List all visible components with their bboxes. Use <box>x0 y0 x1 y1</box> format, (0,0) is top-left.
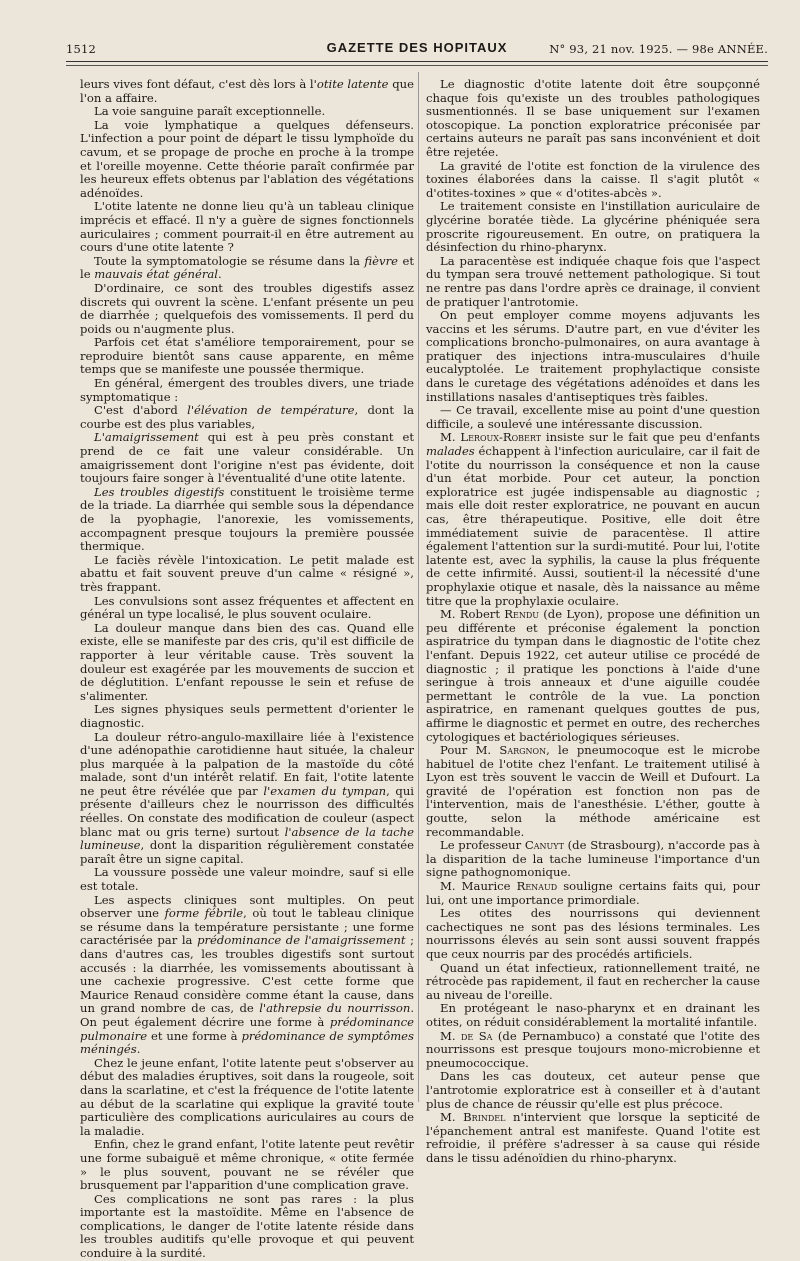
right-column <box>426 78 760 1166</box>
column-divider <box>418 72 419 1102</box>
paragraph: Pour M. Sargnon, le pneumocoque est le microbe habituel de l'otite chez l'enfant. Le traitement utilisé à Lyon est très souvent le vaccin de Weill et Dufourt. La gravité de l'opération est fonction non pas de l'intervention, mais de l'anesthésie. L'éther, goutte à goutte, selon la méthode américaine est recommandable. <box>426 743 761 839</box>
paragraph: La paracentèse est indiquée chaque fois que l'aspect du tympan sera trouvé nettement pathologique. Si tout ne rentre pas dans l'ordre après ce drainage, il convient de pratiquer l'antrotomie. <box>426 253 760 309</box>
paragraph: Chez le jeune enfant, l'otite latente peut s'observer au début des maladies éruptives, soit dans la rougeole, soit dans la scarlatine, et c'est la fréquence de l'otite latente au début de la scarlatine qui explique la gravité toute particulière des complications auriculaires au cours de la maladie. <box>80 1055 414 1138</box>
paragraph: M. Robert Rendu (de Lyon), propose une définition un peu différente et préconise également la ponction aspiratrice du tympan dans le diagnostic de l'otite chez l'enfant. Depuis 1922, cet auteur utilise ce procédé de diagnostic ; il pratique les ponctions à l'aide d'une seringue à trois anneaux et d'une aiguille coudée permettant le contrôle de la vue. La ponction aspiratrice, en ramenant quelques gouttes de pus, affirme le diagnostic et permet en outre, des recherches cytologiques et bactériologiques sérieuses. <box>426 607 760 744</box>
paragraph: Dans les cas douteux, cet auteur pense que l'antrotomie exploratrice est à conseiller et à d'autant plus de chance de réussir qu'elle est plus précoce. <box>426 1069 760 1111</box>
paragraph: Enfin, chez le grand enfant, l'otite latente peut revêtir une forme subaiguë et même chronique, « otite fermée » le plus souvent, pouvant ne se révéler que brusquement par l'apparition d'une complication grave. <box>80 1137 414 1193</box>
paragraph: Les convulsions sont assez fréquentes et affectent en général un type localisé, le plus souvent oculaire. <box>80 593 414 622</box>
paragraph: Ces complications ne sont pas rares : la plus importante est la mastoïdite. Même en l'absence de complications, le danger de l'otite latente réside dans les troubles auditifs qu'elle provoque et qui peuvent conduire à la surdité. <box>80 1191 414 1261</box>
paragraph: Toute la symptomatologie se résume dans la fièvre et le mauvais état général. <box>80 253 414 282</box>
paragraph: M. Brindel n'intervient que lorsque la septicité de l'épanchement antral est manifeste. Quand l'otite est refroidie, il préfère s'adresser à sa cause qui réside dans le tissu adénoïdien du rhino-pharynx. <box>426 1110 760 1165</box>
paragraph: La voie sanguine paraît exceptionnelle. <box>94 104 326 119</box>
paragraph: Les aspects cliniques sont multiples. On peut observer une forme fébrile, où tout le tableau clinique se résume dans la température persistante ; une forme caractérisée par la prédominance de l'amaigrissement ; dans d'autres cas, les troubles digestifs sont surtout accusés : la diarrhée, les vomissements aboutissant à une cachexie progressive. C'est cette forme que Maurice Renaud considère comme étant la cause, dans un grand nombre de cas, de l'athrepsie du nourrisson. On peut également décrire une forme à prédominance pulmonaire et une forme à prédominance de symptômes méningés. <box>80 892 415 1057</box>
paragraph: Les otites des nourrissons qui deviennent cachectiques ne sont pas des lésions terminales. Les nourrissons élevés au sein sont aussi souvent frappés que ceux nourris par des procédés artificiels. <box>426 906 760 961</box>
issue-info: N° 93, 21 nov. 1925. — 98e ANNÉE. <box>549 42 768 56</box>
page-number: 1512 <box>66 42 97 56</box>
paragraph: Le traitement consiste en l'instillation auriculaire de glycérine boratée tiède. La glycérine phéniquée sera proscrite rigoureusement. En outre, on pratiquera la désinfection du rhino-pharynx. <box>426 199 760 255</box>
paragraph: L'otite latente ne donne lieu qu'à un tableau clinique imprécis et effacé. Il n'y a guère de signes fonctionnels auriculaires ; comment pourrait-il en être autrement au cours d'une otite latente ? <box>80 199 414 255</box>
paragraph: Le faciès révèle l'intoxication. Le petit malade est abattu et fait souvent preuve d'un calme « résigné », très frappant. <box>80 552 414 594</box>
paragraph: C'est d'abord l'élévation de température, dont la courbe est des plus variables, <box>80 403 414 431</box>
header-rule <box>66 61 768 62</box>
paragraph: Le professeur Canuyt (de Strasbourg), n'accorde pas à la disparition de la tache lumineuse l'importance d'un signe pathognomonique. <box>426 838 760 880</box>
paragraph: La gravité de l'otite est fonction de la virulence des toxines élaborées dans la caisse. Il s'agit plutôt « d'otites-toxines » que « d'otites-abcès ». <box>426 158 760 200</box>
paragraph: En général, émergent des troubles divers, une triade symptomatique : <box>80 376 414 404</box>
paragraph: M. Leroux-Robert insiste sur le fait que peu d'enfants malades échappent à l'infection auriculaire, car il fait de l'otite du nourrisson la conséquence et non la cause d'un état morbide. Pour cet auteur, la ponction exploratrice est jugée indispensable au diagnostic ; mais elle doit rester exploratrice, ne pouvant en aucun cas, être thérapeutique. Positive, elle doit être immédiatement suivie de paracentèse. Il attire également l'attention sur la surdi-mutité. Pour lui, l'otite latente est, avec la syphilis, la cause la plus fréquente de cette infirmité. Aussi, soutient-il la nécessité d'une prophylaxie otique et nasale, dès la naissance au même titre que la prophylaxie oculaire. <box>426 430 760 608</box>
paragraph: On peut employer comme moyens adjuvants les vaccins et les sérums. D'autre part, en vue d'éviter les complications broncho-pulmonaires, on aura avantage à pratiquer des injections intra-musculaires d'huile eucalyptolée. Le traitement prophylactique consiste dans le curetage des végétations adénoïdes et dans les instillations nasales d'antiseptiques très faibles. <box>426 308 760 404</box>
journal-title: GAZETTE DES HOPITAUX <box>326 40 508 55</box>
paragraph: La voie lymphatique a quelques défenseurs. L'infection a pour point de départ le tissu lymphoïde du cavum, et se propage de proche en proche à la trompe et l'oreille moyenne. Cette théorie paraît confirmée par les heureux effets obtenus par l'ablation des végétations adénoïdes. <box>80 117 414 200</box>
paragraph: Quand un état infectieux, rationnellement traité, ne rétrocède pas rapidement, il faut en rechercher la cause au niveau de l'oreille. <box>426 960 760 1002</box>
paragraph: La douleur manque dans bien des cas. Quand elle existe, elle se manifeste par des cris, qu'il est difficile de rapporter à leur véritable cause. Très souvent la douleur est exagérée par les mouvements de succion et de déglutition. L'enfant repousse le sein et refuse de s'alimenter. <box>80 620 414 703</box>
page-header <box>66 40 768 60</box>
paragraph: leurs vives font défaut, c'est dès lors à l'otite latente que l'on a affaire. <box>80 77 414 105</box>
paragraph: La douleur rétro-angulo-maxillaire liée à l'existence d'une adénopathie carotidienne haut située, la chaleur plus marquée à la palpation de la mastoïde du côté malade, sont d'un intérêt relatif. En fait, l'otite latente ne peut être révélée que par l'examen du tympan, qui présente d'ailleurs chez le nourrisson des difficultés réelles. On constate des modification de couleur (aspect blanc mat ou gris terne) surtout l'absence de la tache lumineuse, dont la disparition régulièrement constatée paraît être un signe capital. <box>80 729 414 866</box>
paragraph: Le diagnostic d'otite latente doit être soupçonné chaque fois qu'existe un des troubles pathologiques susmentionnés. Il se base uniquement sur l'examen otoscopique. La ponction exploratrice préconisée par certains auteurs ne paraît pas sans inconvénient et doit être rejetée. <box>426 77 760 159</box>
left-column <box>80 78 414 1261</box>
paragraph: Les troubles digestifs constituent le troisième terme de la triade. La diarrhée qui semble sous la dépendance de la pyophagie, l'anorexie, les vomissements, accompagnent presque toujours la première poussée thermique. <box>80 484 414 554</box>
paragraph: La voussure possède une valeur moindre, sauf si elle est totale. <box>80 865 414 894</box>
paragraph: Les signes physiques seuls permettent d'orienter le diagnostic. <box>80 702 414 730</box>
paragraph: M. Maurice Renaud souligne certains faits qui, pour lui, ont une importance primordiale. <box>426 879 760 907</box>
paragraph: M. de Sa (de Pernambuco) a constaté que l'otite des nourrissons est presque toujours mono-microbienne et pneumococcique. <box>426 1028 760 1070</box>
paragraph: D'ordinaire, ce sont des troubles digestifs assez discrets qui ouvrent la scène. L'enfant présente un peu de diarrhée ; quelquefois des vomissements. Il perd du poids ou n'augmente plus. <box>80 280 414 336</box>
header-rule-thin <box>66 65 768 66</box>
paragraph: — Ce travail, excellente mise au point d'une question difficile, a soulevé une intéressante discussion. <box>426 403 760 431</box>
paragraph: En protégeant le naso-pharynx et en drainant les otites, on réduit considérablement la mortalité infantile. <box>426 1001 760 1029</box>
paragraph: L'amaigrissement qui est à peu près constant et prend de ce fait une valeur considérable. Un amaigrissement dont l'origine n'est pas évidente, doit toujours faire songer à l'éventualité d'une otite latente. <box>80 430 414 486</box>
paragraph: Parfois cet état s'améliore temporairement, pour se reproduire bientôt sans cause apparente, en même temps que se manifeste une poussée thermique. <box>80 335 414 377</box>
